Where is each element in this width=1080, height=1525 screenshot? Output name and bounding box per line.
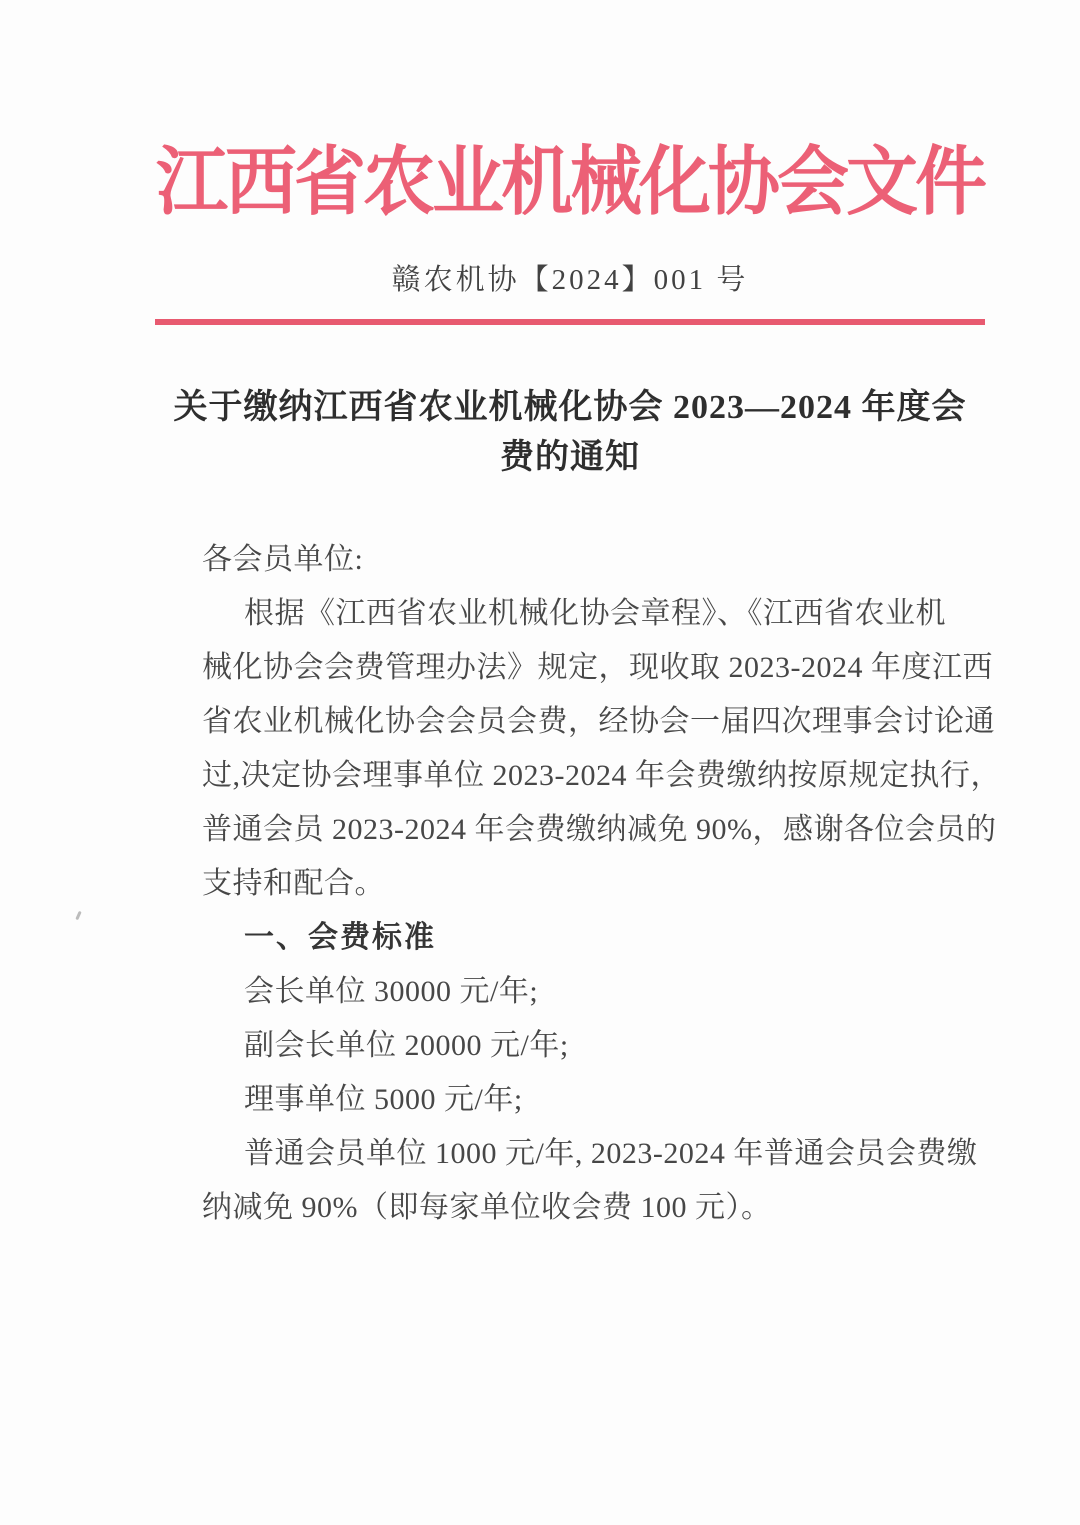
organization-header-title: 江西省农业机械化协会文件 (155, 141, 984, 225)
document-number: 赣农机协【2024】001 号 (391, 264, 749, 296)
notice-title-line-2: 费的通知 (500, 439, 640, 476)
section-heading: 一、会费标准 (244, 921, 436, 954)
notice-title (150, 383, 990, 483)
red-header-rule (155, 319, 985, 325)
body-line: 普通会员 2023-2024 年会费缴纳减免 90%，感谢各位会员的 (202, 813, 997, 846)
body-line: 省农业机械化协会会员会费，经协会一届四次理事会讨论通 (202, 705, 995, 738)
notice-title-line-1: 关于缴纳江西省农业机械化协会 2023—2024 年度会 (173, 389, 967, 426)
body-line: 纳减免 90%（即每家单位收会费 100 元）。 (202, 1191, 772, 1224)
body-line: 副会长单位 20000 元/年; (244, 1029, 569, 1062)
body-line: 会长单位 30000 元/年; (244, 975, 539, 1008)
body-line: 支持和配合。 (202, 867, 385, 900)
body-line: 普通会员单位 1000 元/年, 2023-2024 年普通会员会费缴 (244, 1137, 978, 1170)
scan-artifact-mark (75, 911, 81, 920)
body-line: 过,决定协会理事单位 2023-2024 年会费缴纳按原规定执行， (202, 759, 1001, 792)
body-text (202, 533, 1001, 1235)
body-line: 械化协会会费管理办法》规定，现收取 2023-2024 年度江西 (202, 651, 993, 684)
body-line: 根据《江西省农业机械化协会章程》、《江西省农业机 (244, 597, 946, 630)
body-line: 理事单位 5000 元/年; (244, 1083, 523, 1116)
body-line: 各会员单位: (202, 543, 364, 576)
